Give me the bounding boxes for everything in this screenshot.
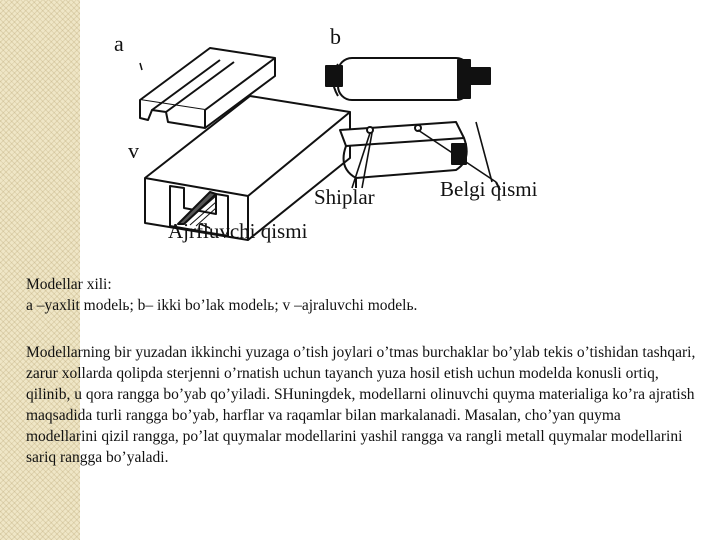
label-shiplar: Shiplar: [314, 185, 375, 209]
body-paragraph: Modellarning bir yuzadan ikkinchi yuzaga o’tish joylari o’tmas burchaklar bo’ylab tekis o’tishidan tashqari, zarur xollarda qolipda sterjenni o’rnatish uchun tayanch yuza hosil etish uchun modelda konusli ortiq, qilinib, u qora rangga bo’yab qo’yiladi. SHuningdek, modellarni olinuvchi quyma materialiga ko’ra ajratish maqsadida turli rangga bo’yab, harflar va raqamlar bilan markalanadi. Masalan, cho’yan quyma modellarini qizil rangga, po’lat quymalar modellarini yashil rangga va rangli metall quymalar modellarini sariq rangga bo’yaladi.: [26, 344, 696, 466]
label-ajrfluvchi-qismi: Ajrfluvchi qismi: [168, 219, 308, 243]
figure-caption: [26, 274, 706, 316]
label-v: v: [128, 138, 139, 163]
caption-line: a –yaxlit modelь; b– ikki bo’lak modelь; v –ajraluvchi modelь.: [26, 297, 418, 314]
model-types-figure: [100, 18, 580, 248]
label-a: a: [114, 31, 124, 56]
label-belgi-qismi: Belgi qismi: [440, 177, 538, 201]
two-part-model-upper-drawing: [326, 58, 490, 100]
label-b: b: [330, 24, 341, 49]
caption-title: Modellar xili:: [26, 276, 112, 293]
